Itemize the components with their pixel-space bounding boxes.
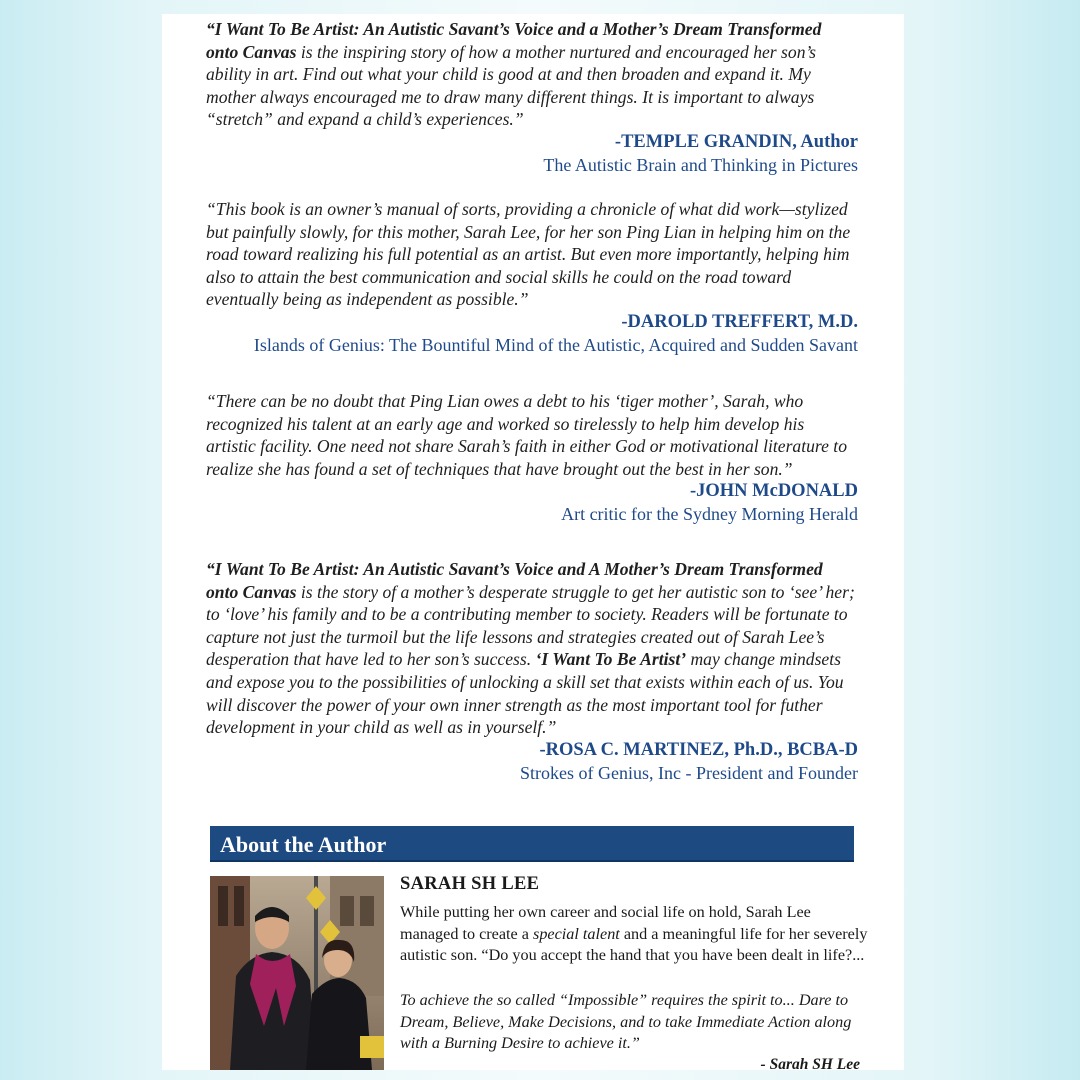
testimonial-quote: “I Want To Be Artist: An Autistic Savant’s Voice and a Mother’s Dream Transformed onto Canvas is the inspiring story of how a mother nurtured and encouraged her son’s ability in art. Find out what your child is good at and then broaden and expand it. My mother always encouraged me to draw many different things. It is important to always “stretch” and expand a child’s experiences.”: [206, 19, 822, 130]
testimonial-author: -TEMPLE GRANDIN, Author: [614, 131, 858, 152]
testimonial-quote: “This book is an owner’s manual of sorts, providing a chronicle of what did work—stylized but painfully slowly, for this mother, Sarah Lee, for her son Ping Lian in helping him on the road toward realizing his full potential as an artist. But even more importantly, helping him also to attain the best communication and social skills he could on the road toward eventually being as independent as possible.”: [206, 199, 851, 310]
testimonial-author-title: The Autistic Brain and Thinking in Pictures: [543, 154, 858, 175]
book-title-bold: “I Want To Be Artist: An Autistic Savant’s Voice and A Mother’s Dream Transformed onto Canvas: [206, 559, 823, 602]
book-title-bold: ‘I Want To Be Artist’: [535, 649, 687, 670]
author-quote: To achieve the so called “Impossible” requires the spirit to... Dare to Dream, Believe, Make Decisions, and to take Immediate Action along with a Burning Desire to achieve it.”: [400, 991, 852, 1052]
testimonial-author-title: Art critic for the Sydney Morning Herald: [561, 504, 858, 525]
testimonial-quote: “There can be no doubt that Ping Lian owes a debt to his ‘tiger mother’, Sarah, who recognized his talent at an early age and worked so tirelessly to help him develop his artistic facility. One need not share Sarah’s faith in either God or motivational literature to realize she has found a set of techniques that have brought out the best in her son.”: [206, 391, 847, 479]
testimonial-author-title: Strokes of Genius, Inc - President and Founder: [520, 762, 858, 783]
testimonial-author: -JOHN McDONALD: [689, 481, 858, 502]
special-talent-italic: special talent: [533, 924, 620, 943]
author-bio: While putting her own career and social life on hold, Sarah Lee managed to create a special talent and a meaningful life for her severely autistic son. “Do you accept the hand that you have been dealt in life?...: [400, 903, 868, 964]
about-author-heading: About the Author: [210, 826, 854, 862]
testimonial-quote: “I Want To Be Artist: An Autistic Savant’s Voice and A Mother’s Dream Transformed onto Canvas is the story of a mother’s desperate struggle to get her autistic son to ‘see’ her; to ‘love’ his family and to be a contributing member to society. Readers will be fortunate to capture not just the turmoil but the life lessons and strategies created out of Sarah Lee’s desperation that have led to her son’s success. ‘I Want To Be Artist’ may change mindsets and expose you to the possibilities of unlocking a skill set that exists within each of us. You will discover the power of your own inner strength as the most important tool for futher development in your child as well as in yourself.”: [206, 559, 855, 738]
testimonial-rosa-martinez: [206, 558, 858, 785]
book-page: [162, 14, 904, 1070]
testimonial-john-mcdonald: [206, 390, 858, 526]
testimonial-temple-grandin: [206, 18, 858, 177]
testimonial-author-title: Islands of Genius: The Bountiful Mind of the Autistic, Acquired and Sudden Savant: [253, 334, 858, 355]
book-title-bold: “I Want To Be Artist: An Autistic Savant’s Voice and a Mother’s Dream Transformed onto Canvas: [206, 19, 822, 62]
author-signature-line: - Sarah SH Lee: [760, 1056, 860, 1070]
testimonial-author: -DAROLD TREFFERT, M.D.: [621, 311, 858, 332]
testimonial-author: -ROSA C. MARTINEZ, Ph.D., BCBA-D: [539, 739, 858, 760]
author-name: SARAH SH LEE: [400, 874, 540, 894]
testimonial-darold-treffert: [206, 198, 858, 357]
author-photo: [210, 876, 384, 1070]
author-photo-illustration: [210, 876, 384, 1070]
